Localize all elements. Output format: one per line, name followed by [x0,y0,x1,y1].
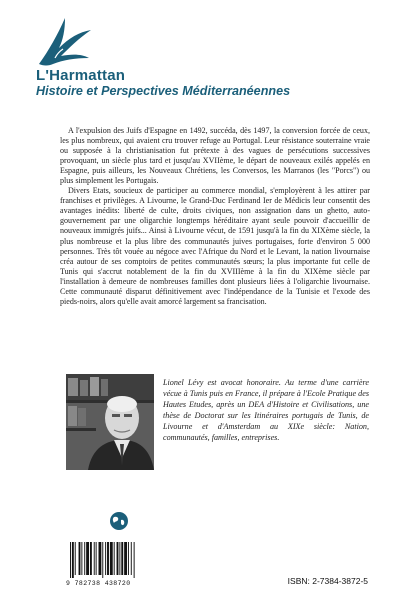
author-photo [66,374,154,470]
barcode-bar [105,542,106,575]
barcode-bar [86,542,89,575]
blurb-paragraph: A l'expulsion des Juifs d'Espagne en 1492, succéda, dès 1497, la conversion forcée de ceux, les plus nombreux, qui avaient cru trouver refuge au Portugal. Leur résistance souterraine vraie ou supposée à la christianisation fut prétexte à des vagues de persécutions successives provoquant, un siècle plus tard et jusqu'au XVIIème, le départ de nouveaux exilés appelés en Espagne, puis ailleurs, les Nouveaux Chrétiens, les Conversos, les Marranos (les "Porcs") ou plus simplement les Portugais. [60,126,370,186]
barcode-bar [134,542,135,578]
barcode-bar [90,542,92,575]
barcode-bar [117,542,119,575]
barcode-bar [70,542,71,578]
barcode-bar [128,542,129,575]
collection-title: Histoire et Perspectives Méditerranéennes [36,84,291,98]
barcode-bar [96,542,97,575]
barcode-bar [72,542,74,578]
barcode-bar [81,542,82,575]
barcode-bar [99,542,102,575]
barcode-bar [114,542,115,575]
back-cover-blurb [60,126,370,307]
author-bio: Lionel Lévy est avocat honoraire. Au terme d'une carrière vécue à Tunis puis en France, il prépare à l'Ecole Pratique des Hautes Etudes, après un DEA d'Histoire et Civilisations, une thèse de Doctorat sur les Itinéraires portugais de Tunis, de Livourne et d'Amsterdam au XIXe siècle: Nation, communautés, familles, entreprises. [163,378,369,442]
barcode-bar [94,542,95,575]
barcode-bar [75,542,76,575]
barcode-bar [79,542,81,575]
barcode-bar [84,542,85,575]
barcode [66,542,164,588]
barcode-bar [121,542,123,575]
barcode-bars [70,542,162,578]
barcode-bar [107,542,109,575]
barcode-bar [102,542,103,578]
barcode-bar [110,542,113,575]
harmattan-bird-icon [35,14,93,70]
publisher-name: L'Harmattan [36,67,126,84]
barcode-bar [131,542,132,575]
barcode-bar [124,542,127,575]
globe-logo-icon [109,511,129,531]
isbn-number: ISBN: 2-7384-3872-5 [287,576,368,586]
barcode-bar [119,542,120,575]
blurb-paragraph: Divers Etats, soucieux de participer au commerce mondial, s'employèrent à les attirer par franchises et privilèges. A Livourne, le Grand-Duc Ferdinand Ier de Médicis leur consentit des avantages inédits: liberté de culte, droits civiques, non assignation dans un ghetto, auto-gouvernement par une oligarchie longtemps héréditaire ayant seule pouvoir d'accueillir de nouveaux immigrés juifs... Ainsi à Livourne vécut, de 1591 jusqu'à la fin du XIXème siècle, la plus nombreuse et la plus libre des communautés juives portugaises, forte d'environ 5 000 personnes. Très tôt vouée au négoce avec l'Afrique du Nord et le Levant, la nation livournaise créa autour de ses comptoirs de petites communautés sœurs; la plus importante fut celle de Tunis qui s'accrut notablement de la fin du XVIIIème à la fin du XIXème siècle par l'installation à demeure de nombreuses familles dont plusieurs liées à l'oligarchie livournaise. Cette communauté disparut définitivement avec l'indépendance de la Tunisie et l'exode des pieds-noirs, alors qu'elle avait amorcé largement sa francisation. [60,186,370,306]
barcode-digits: 9 782738 438720 [66,580,131,587]
